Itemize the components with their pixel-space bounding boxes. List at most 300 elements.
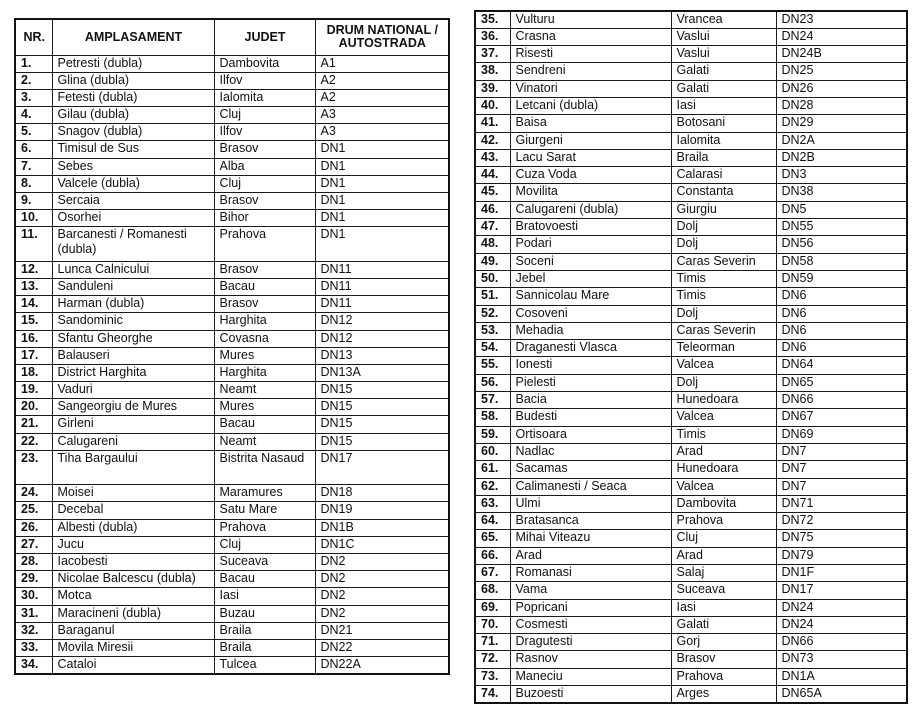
- cell-nr: 36.: [475, 28, 510, 45]
- cell-amplasament: Petresti (dubla): [52, 55, 214, 72]
- cell-judet: Braila: [214, 639, 315, 656]
- cell-amplasament: Maracineni (dubla): [52, 605, 214, 622]
- cell-nr: 27.: [15, 536, 52, 553]
- cell-drum: DN7: [776, 443, 907, 460]
- table-row: [15, 210, 449, 227]
- cell-drum: DN56: [776, 236, 907, 253]
- cell-nr: 28.: [15, 553, 52, 570]
- cell-nr: 50.: [475, 270, 510, 287]
- table-row: [15, 553, 449, 570]
- table-row: [15, 158, 449, 175]
- cell-judet: Braila: [671, 149, 776, 166]
- cell-amplasament: Sercaia: [52, 193, 214, 210]
- cell-drum: DN55: [776, 219, 907, 236]
- cell-nr: 73.: [475, 668, 510, 685]
- cell-judet: Prahova: [214, 519, 315, 536]
- cell-amplasament: Mihai Viteazu: [510, 530, 671, 547]
- cell-nr: 71.: [475, 634, 510, 651]
- cell-nr: 8.: [15, 175, 52, 192]
- cell-amplasament: Movila Miresii: [52, 639, 214, 656]
- cell-judet: Arges: [671, 686, 776, 703]
- table-row: [15, 657, 449, 674]
- cell-nr: 45.: [475, 184, 510, 201]
- table-row: [15, 89, 449, 106]
- cell-amplasament: Sandominic: [52, 313, 214, 330]
- cell-drum: DN22A: [315, 657, 449, 674]
- cell-nr: 60.: [475, 443, 510, 460]
- table-row: [475, 63, 907, 80]
- cell-drum: DN72: [776, 513, 907, 530]
- cell-drum: DN1A: [776, 668, 907, 685]
- cell-drum: DN15: [315, 382, 449, 399]
- cell-amplasament: Lunca Calnicului: [52, 261, 214, 278]
- cell-drum: DN1B: [315, 519, 449, 536]
- cell-judet: Arad: [671, 443, 776, 460]
- cell-judet: Giurgiu: [671, 201, 776, 218]
- cell-nr: 67.: [475, 565, 510, 582]
- cell-amplasament: Valcele (dubla): [52, 175, 214, 192]
- cell-drum: DN22: [315, 639, 449, 656]
- cell-nr: 22.: [15, 433, 52, 450]
- table-row: [475, 115, 907, 132]
- cell-nr: 7.: [15, 158, 52, 175]
- cell-drum: DN15: [315, 433, 449, 450]
- cell-amplasament: Osorhei: [52, 210, 214, 227]
- cell-nr: 10.: [15, 210, 52, 227]
- cell-nr: 49.: [475, 253, 510, 270]
- cell-drum: DN67: [776, 409, 907, 426]
- cell-amplasament: Moisei: [52, 485, 214, 502]
- cell-amplasament: Cuza Voda: [510, 167, 671, 184]
- cell-nr: 37.: [475, 46, 510, 63]
- cell-drum: DN65A: [776, 686, 907, 703]
- cell-judet: Brasov: [671, 651, 776, 668]
- cell-judet: Neamt: [214, 382, 315, 399]
- cell-amplasament: Sannicolau Mare: [510, 288, 671, 305]
- cell-judet: Teleorman: [671, 340, 776, 357]
- cell-nr: 40.: [475, 97, 510, 114]
- cell-nr: 70.: [475, 616, 510, 633]
- table-row: [475, 547, 907, 564]
- cell-drum: DN24B: [776, 46, 907, 63]
- cell-judet: Ialomita: [214, 89, 315, 106]
- cell-drum: DN24: [776, 599, 907, 616]
- cell-nr: 24.: [15, 485, 52, 502]
- cell-nr: 72.: [475, 651, 510, 668]
- cell-judet: Hunedoara: [671, 461, 776, 478]
- cell-judet: Caras Severin: [671, 253, 776, 270]
- cell-amplasament: Barcanesti / Romanesti (dubla): [52, 227, 214, 261]
- cell-nr: 1.: [15, 55, 52, 72]
- cell-judet: Cluj: [214, 536, 315, 553]
- cell-judet: Valcea: [671, 409, 776, 426]
- cell-nr: 57.: [475, 392, 510, 409]
- cell-amplasament: Glina (dubla): [52, 72, 214, 89]
- cell-judet: Prahova: [671, 668, 776, 685]
- cell-amplasament: Bacia: [510, 392, 671, 409]
- cell-drum: DN2B: [776, 149, 907, 166]
- table-row: [475, 616, 907, 633]
- cell-amplasament: Nadlac: [510, 443, 671, 460]
- cell-nr: 25.: [15, 502, 52, 519]
- cell-drum: DN69: [776, 426, 907, 443]
- cell-drum: DN17: [776, 582, 907, 599]
- cell-drum: DN7: [776, 478, 907, 495]
- cell-judet: Bistrita Nasaud: [214, 450, 315, 484]
- cell-judet: Bacau: [214, 278, 315, 295]
- table-row: [15, 124, 449, 141]
- cell-nr: 39.: [475, 80, 510, 97]
- cell-judet: Ialomita: [671, 132, 776, 149]
- cell-nr: 29.: [15, 571, 52, 588]
- table-row: [15, 278, 449, 295]
- cell-drum: DN6: [776, 322, 907, 339]
- cell-judet: Bacau: [214, 416, 315, 433]
- table-row: [475, 495, 907, 512]
- cell-amplasament: Calimanesti / Seaca: [510, 478, 671, 495]
- cell-amplasament: Ortisoara: [510, 426, 671, 443]
- cell-drum: DN73: [776, 651, 907, 668]
- table-row: [15, 347, 449, 364]
- cell-amplasament: Fetesti (dubla): [52, 89, 214, 106]
- cell-amplasament: Risesti: [510, 46, 671, 63]
- table-row: [475, 530, 907, 547]
- table-row: [475, 565, 907, 582]
- cell-drum: DN1: [315, 158, 449, 175]
- cell-judet: Satu Mare: [214, 502, 315, 519]
- cell-amplasament: Popricani: [510, 599, 671, 616]
- cell-judet: Valcea: [671, 478, 776, 495]
- cell-amplasament: Vama: [510, 582, 671, 599]
- table-row: [15, 364, 449, 381]
- cell-nr: 54.: [475, 340, 510, 357]
- cell-judet: Constanta: [671, 184, 776, 201]
- cell-drum: DN59: [776, 270, 907, 287]
- cell-judet: Hunedoara: [671, 392, 776, 409]
- table-row: [15, 416, 449, 433]
- cell-amplasament: Sacamas: [510, 461, 671, 478]
- table-row: [15, 399, 449, 416]
- cell-judet: Brasov: [214, 296, 315, 313]
- cell-judet: Gorj: [671, 634, 776, 651]
- cell-drum: DN17: [315, 450, 449, 484]
- cell-drum: DN2: [315, 571, 449, 588]
- cell-amplasament: Harman (dubla): [52, 296, 214, 313]
- cell-drum: DN12: [315, 313, 449, 330]
- cell-nr: 68.: [475, 582, 510, 599]
- table-row: [475, 599, 907, 616]
- cell-nr: 53.: [475, 322, 510, 339]
- table-row: [15, 296, 449, 313]
- cell-judet: Cluj: [214, 107, 315, 124]
- cell-amplasament: Vinatori: [510, 80, 671, 97]
- table-row: [475, 132, 907, 149]
- table-row: [475, 149, 907, 166]
- cell-nr: 17.: [15, 347, 52, 364]
- cell-judet: Iasi: [214, 588, 315, 605]
- cell-judet: Caras Severin: [671, 322, 776, 339]
- table-row: [15, 175, 449, 192]
- cell-drum: DN6: [776, 288, 907, 305]
- table-row: [475, 46, 907, 63]
- table-row: [475, 634, 907, 651]
- table-row: [475, 392, 907, 409]
- cell-amplasament: Vaduri: [52, 382, 214, 399]
- cell-judet: Galati: [671, 63, 776, 80]
- cell-drum: DN24: [776, 28, 907, 45]
- table-row: [15, 382, 449, 399]
- cell-drum: DN6: [776, 305, 907, 322]
- cell-amplasament: Arad: [510, 547, 671, 564]
- cell-nr: 12.: [15, 261, 52, 278]
- cell-drum: DN11: [315, 296, 449, 313]
- cell-judet: Prahova: [671, 513, 776, 530]
- cell-drum: DN11: [315, 278, 449, 295]
- cell-amplasament: Budesti: [510, 409, 671, 426]
- cell-amplasament: Bratovoesti: [510, 219, 671, 236]
- table-row: [15, 450, 449, 484]
- cell-drum: DN2A: [776, 132, 907, 149]
- cell-judet: Dolj: [671, 374, 776, 391]
- cell-judet: Dambovita: [671, 495, 776, 512]
- cell-judet: Vaslui: [671, 28, 776, 45]
- cell-drum: DN75: [776, 530, 907, 547]
- cell-drum: DN65: [776, 374, 907, 391]
- cell-drum: DN2: [315, 605, 449, 622]
- cell-judet: Dolj: [671, 305, 776, 322]
- table-body-right: [475, 11, 907, 703]
- cell-nr: 13.: [15, 278, 52, 295]
- cell-drum: A3: [315, 124, 449, 141]
- cell-drum: DN13A: [315, 364, 449, 381]
- cell-drum: DN19: [315, 502, 449, 519]
- table-row: [475, 374, 907, 391]
- cell-nr: 18.: [15, 364, 52, 381]
- cell-nr: 47.: [475, 219, 510, 236]
- cell-nr: 48.: [475, 236, 510, 253]
- table-row: [15, 588, 449, 605]
- cell-amplasament: Tiha Bargaului: [52, 450, 214, 484]
- cell-nr: 6.: [15, 141, 52, 158]
- cell-drum: DN6: [776, 340, 907, 357]
- table-row: [15, 227, 449, 261]
- cell-judet: Brasov: [214, 141, 315, 158]
- cell-drum: DN2: [315, 588, 449, 605]
- table-row: [15, 72, 449, 89]
- cell-nr: 30.: [15, 588, 52, 605]
- cell-judet: Brasov: [214, 193, 315, 210]
- cell-nr: 38.: [475, 63, 510, 80]
- cell-drum: DN3: [776, 167, 907, 184]
- cell-judet: Buzau: [214, 605, 315, 622]
- cell-drum: DN1C: [315, 536, 449, 553]
- cell-judet: Tulcea: [214, 657, 315, 674]
- cell-amplasament: Timisul de Sus: [52, 141, 214, 158]
- cell-nr: 64.: [475, 513, 510, 530]
- header-judet: JUDET: [214, 19, 315, 55]
- table-row: [475, 340, 907, 357]
- cell-amplasament: Jucu: [52, 536, 214, 553]
- table-row: [475, 409, 907, 426]
- cell-judet: Bihor: [214, 210, 315, 227]
- cell-amplasament: Giurgeni: [510, 132, 671, 149]
- cell-amplasament: Cosmesti: [510, 616, 671, 633]
- cell-nr: 21.: [15, 416, 52, 433]
- table-row: [15, 433, 449, 450]
- table-row: [15, 519, 449, 536]
- cell-nr: 69.: [475, 599, 510, 616]
- table-row: [15, 107, 449, 124]
- table-row: [15, 536, 449, 553]
- cell-drum: DN7: [776, 461, 907, 478]
- cell-amplasament: Calugareni: [52, 433, 214, 450]
- cell-drum: DN66: [776, 392, 907, 409]
- cell-amplasament: Snagov (dubla): [52, 124, 214, 141]
- cell-amplasament: Sangeorgiu de Mures: [52, 399, 214, 416]
- cell-nr: 58.: [475, 409, 510, 426]
- cell-amplasament: Letcani (dubla): [510, 97, 671, 114]
- cell-drum: A2: [315, 72, 449, 89]
- cell-amplasament: Romanasi: [510, 565, 671, 582]
- table-row: [475, 219, 907, 236]
- cell-amplasament: Baraganul: [52, 622, 214, 639]
- cell-amplasament: Bratasanca: [510, 513, 671, 530]
- cell-judet: Bacau: [214, 571, 315, 588]
- cell-judet: Suceava: [214, 553, 315, 570]
- cell-drum: DN26: [776, 80, 907, 97]
- cell-drum: A3: [315, 107, 449, 124]
- table-row: [475, 322, 907, 339]
- cell-amplasament: Iacobesti: [52, 553, 214, 570]
- cell-amplasament: Podari: [510, 236, 671, 253]
- cell-nr: 65.: [475, 530, 510, 547]
- cell-drum: DN2: [315, 553, 449, 570]
- cell-amplasament: Baisa: [510, 115, 671, 132]
- cell-nr: 26.: [15, 519, 52, 536]
- cell-judet: Harghita: [214, 313, 315, 330]
- table-row: [475, 305, 907, 322]
- cell-nr: 11.: [15, 227, 52, 261]
- table-row: [475, 357, 907, 374]
- cell-nr: 44.: [475, 167, 510, 184]
- cell-amplasament: Ionesti: [510, 357, 671, 374]
- cell-drum: DN79: [776, 547, 907, 564]
- cell-judet: Braila: [214, 622, 315, 639]
- cell-judet: Harghita: [214, 364, 315, 381]
- cell-nr: 55.: [475, 357, 510, 374]
- cell-nr: 59.: [475, 426, 510, 443]
- cell-drum: DN25: [776, 63, 907, 80]
- cell-judet: Dambovita: [214, 55, 315, 72]
- cell-amplasament: Soceni: [510, 253, 671, 270]
- table-row: [475, 651, 907, 668]
- table-row: [475, 11, 907, 28]
- cell-judet: Ilfov: [214, 124, 315, 141]
- cell-nr: 41.: [475, 115, 510, 132]
- cell-amplasament: Cosoveni: [510, 305, 671, 322]
- cell-drum: DN1: [315, 141, 449, 158]
- header-amplasament: AMPLASAMENT: [52, 19, 214, 55]
- cell-judet: Cluj: [671, 530, 776, 547]
- cell-nr: 32.: [15, 622, 52, 639]
- cell-judet: Galati: [671, 616, 776, 633]
- table-row: [15, 485, 449, 502]
- cell-amplasament: Pielesti: [510, 374, 671, 391]
- table-row: [475, 253, 907, 270]
- cell-drum: DN71: [776, 495, 907, 512]
- cell-amplasament: Crasna: [510, 28, 671, 45]
- cell-judet: Timis: [671, 288, 776, 305]
- table-row: [475, 686, 907, 703]
- cell-nr: 52.: [475, 305, 510, 322]
- cell-drum: A2: [315, 89, 449, 106]
- header-drum: DRUM NATIONAL / AUTOSTRADA: [315, 19, 449, 55]
- table-row: [475, 236, 907, 253]
- cell-nr: 63.: [475, 495, 510, 512]
- table-row: [475, 288, 907, 305]
- cell-nr: 46.: [475, 201, 510, 218]
- cell-amplasament: Dragutesti: [510, 634, 671, 651]
- cell-amplasament: Sanduleni: [52, 278, 214, 295]
- cell-drum: DN1: [315, 227, 449, 261]
- cell-amplasament: Sebes: [52, 158, 214, 175]
- cell-amplasament: Buzoesti: [510, 686, 671, 703]
- cell-nr: 14.: [15, 296, 52, 313]
- cell-nr: 23.: [15, 450, 52, 484]
- cell-drum: DN23: [776, 11, 907, 28]
- cell-judet: Suceava: [671, 582, 776, 599]
- cell-drum: A1: [315, 55, 449, 72]
- cell-nr: 19.: [15, 382, 52, 399]
- cell-amplasament: Ulmi: [510, 495, 671, 512]
- cell-drum: DN1: [315, 175, 449, 192]
- table-row: [475, 426, 907, 443]
- table-row: [15, 639, 449, 656]
- table-row: [475, 668, 907, 685]
- table-row: [15, 622, 449, 639]
- table-row: [475, 201, 907, 218]
- cell-nr: 42.: [475, 132, 510, 149]
- cell-drum: DN5: [776, 201, 907, 218]
- cell-amplasament: Draganesti Vlasca: [510, 340, 671, 357]
- cell-amplasament: Albesti (dubla): [52, 519, 214, 536]
- table-row: [15, 55, 449, 72]
- cell-nr: 56.: [475, 374, 510, 391]
- cell-judet: Alba: [214, 158, 315, 175]
- locations-table-left: [14, 18, 450, 675]
- header-nr: NR.: [15, 19, 52, 55]
- table-row: [15, 193, 449, 210]
- cell-drum: DN64: [776, 357, 907, 374]
- cell-nr: 3.: [15, 89, 52, 106]
- table-body-left: [15, 55, 449, 674]
- table-row: [475, 513, 907, 530]
- cell-judet: Prahova: [214, 227, 315, 261]
- table-row: [15, 502, 449, 519]
- cell-judet: Dolj: [671, 236, 776, 253]
- cell-drum: DN28: [776, 97, 907, 114]
- table-row: [475, 478, 907, 495]
- table-row: [475, 270, 907, 287]
- cell-drum: DN1: [315, 193, 449, 210]
- cell-judet: Maramures: [214, 485, 315, 502]
- cell-judet: Ilfov: [214, 72, 315, 89]
- cell-judet: Brasov: [214, 261, 315, 278]
- cell-judet: Vaslui: [671, 46, 776, 63]
- cell-amplasament: Cataloi: [52, 657, 214, 674]
- cell-amplasament: Nicolae Balcescu (dubla): [52, 571, 214, 588]
- cell-nr: 43.: [475, 149, 510, 166]
